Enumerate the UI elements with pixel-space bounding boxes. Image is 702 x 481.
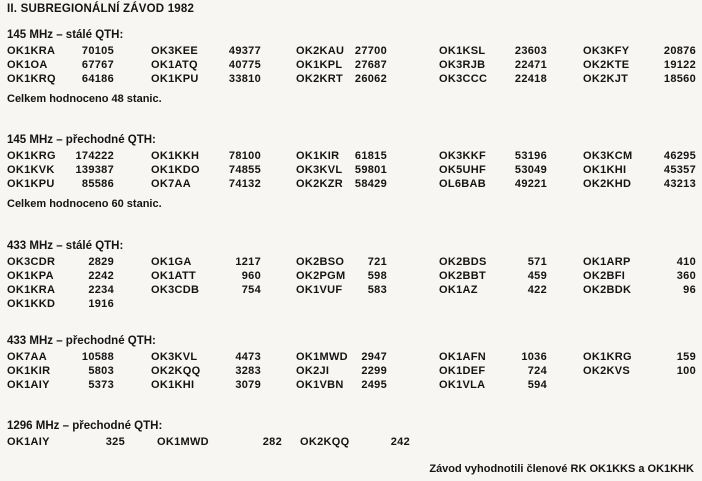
- station-callsign: OK2PGM: [296, 270, 346, 282]
- station-score: 18560: [663, 73, 696, 85]
- station-callsign: OK1DEF: [439, 365, 486, 377]
- station-score: 23603: [514, 45, 547, 57]
- station-score: 22418: [514, 73, 547, 85]
- footer-note: Závod vyhodnotili členové RK OK1KKS a OK1KHK: [429, 463, 694, 475]
- station-score: 74132: [228, 178, 261, 190]
- station-score: 5373: [88, 379, 114, 391]
- station-score: 139387: [75, 164, 114, 176]
- station-score: 360: [676, 270, 696, 282]
- station-score: 64186: [81, 73, 114, 85]
- results-grid: [7, 350, 699, 392]
- station-callsign: OK2KRT: [296, 73, 344, 85]
- station-callsign: OK2KHD: [583, 178, 632, 190]
- section-summary: Celkem hodnoceno 48 stanic.: [7, 93, 162, 105]
- station-callsign: OK1KKD: [7, 298, 56, 310]
- station-callsign: OK1KIR: [7, 365, 51, 377]
- station-score: 3283: [235, 365, 261, 377]
- station-callsign: OK2KVS: [583, 365, 631, 377]
- station-callsign: OK2KQQ: [151, 365, 201, 377]
- station-callsign: OK2BBT: [439, 270, 487, 282]
- station-callsign: OK1AFN: [439, 351, 487, 363]
- station-callsign: OK1AZ: [439, 284, 478, 296]
- page-title: II. SUBREGIONÁLNÍ ZÁVOD 1982: [7, 3, 195, 15]
- station-callsign: OK1AIY: [7, 436, 50, 448]
- results-grid: [7, 435, 699, 449]
- section-heading: 145 MHz – přechodné QTH:: [7, 134, 156, 146]
- station-score: 59801: [354, 164, 387, 176]
- station-callsign: OK2BDS: [439, 256, 487, 268]
- station-score: 70105: [81, 45, 114, 57]
- station-score: 53196: [514, 150, 547, 162]
- station-score: 53049: [514, 164, 547, 176]
- station-score: 594: [527, 379, 547, 391]
- results-grid: [7, 44, 699, 86]
- station-callsign: OK1KIR: [296, 150, 340, 162]
- station-score: 100: [676, 365, 696, 377]
- station-score: 58429: [354, 178, 387, 190]
- station-score: 10588: [81, 351, 114, 363]
- station-callsign: OK3KVL: [151, 351, 198, 363]
- station-callsign: OK3KKF: [439, 150, 487, 162]
- station-score: 1036: [521, 351, 547, 363]
- station-score: 3079: [235, 379, 261, 391]
- station-callsign: OK1MWD: [296, 351, 348, 363]
- station-score: 571: [527, 256, 547, 268]
- station-score: 282: [262, 436, 282, 448]
- station-score: 5803: [88, 365, 114, 377]
- station-score: 40775: [228, 59, 261, 71]
- station-callsign: OK1KSL: [439, 45, 486, 57]
- results-grid: [7, 149, 699, 191]
- section-2: [7, 237, 699, 311]
- station-callsign: OK1KKH: [151, 150, 200, 162]
- station-score: 583: [367, 284, 387, 296]
- station-score: 49221: [514, 178, 547, 190]
- station-score: 74855: [228, 164, 261, 176]
- section-4: [7, 417, 699, 449]
- station-callsign: OK1KHI: [151, 379, 195, 391]
- station-score: 96: [683, 284, 696, 296]
- station-callsign: OK1KVK: [7, 164, 55, 176]
- station-score: 22471: [514, 59, 547, 71]
- station-score: 960: [241, 270, 261, 282]
- results-grid: [7, 255, 699, 311]
- station-callsign: OK2JI: [296, 365, 330, 377]
- station-callsign: OK1KRA: [7, 45, 56, 57]
- station-callsign: OK2KZR: [296, 178, 344, 190]
- station-score: 78100: [228, 150, 261, 162]
- station-callsign: OK1KRG: [583, 351, 632, 363]
- station-callsign: OK5UHF: [439, 164, 487, 176]
- station-score: 159: [676, 351, 696, 363]
- station-score: 242: [390, 436, 410, 448]
- station-callsign: OK1KRQ: [7, 73, 56, 85]
- station-callsign: OL6BAB: [439, 178, 487, 190]
- station-callsign: OK1ATT: [151, 270, 196, 282]
- station-score: 46295: [663, 150, 696, 162]
- station-callsign: OK3RJB: [439, 59, 486, 71]
- station-score: 1217: [235, 256, 261, 268]
- station-score: 61815: [354, 150, 387, 162]
- station-score: 49377: [228, 45, 261, 57]
- station-callsign: OK3KVL: [296, 164, 343, 176]
- station-callsign: OK1AIY: [7, 379, 50, 391]
- station-callsign: OK1KHI: [583, 164, 627, 176]
- section-1: [7, 131, 699, 211]
- station-callsign: OK1GA: [151, 256, 192, 268]
- section-3: [7, 332, 699, 392]
- station-callsign: OK2BDK: [583, 284, 632, 296]
- station-score: 2947: [361, 351, 387, 363]
- station-score: 459: [527, 270, 547, 282]
- station-callsign: OK3CDB: [151, 284, 200, 296]
- station-score: 33810: [228, 73, 261, 85]
- station-callsign: OK1KRA: [7, 284, 56, 296]
- station-score: 2299: [361, 365, 387, 377]
- station-score: 1916: [88, 298, 114, 310]
- station-callsign: OK1VBN: [296, 379, 344, 391]
- station-score: 598: [367, 270, 387, 282]
- station-score: 19122: [663, 59, 696, 71]
- station-score: 26062: [354, 73, 387, 85]
- station-score: 2829: [88, 256, 114, 268]
- station-callsign: OK2KAU: [296, 45, 345, 57]
- section-heading: 433 MHz – přechodné QTH:: [7, 335, 156, 347]
- station-callsign: OK1ATQ: [151, 59, 198, 71]
- station-callsign: OK3KFY: [583, 45, 630, 57]
- station-callsign: OK1KPA: [7, 270, 54, 282]
- station-callsign: OK1ARP: [583, 256, 631, 268]
- station-callsign: OK2KQQ: [300, 436, 350, 448]
- station-callsign: OK3CDR: [7, 256, 56, 268]
- section-heading: 433 MHz – stálé QTH:: [7, 240, 124, 252]
- station-score: 325: [105, 436, 125, 448]
- station-score: 410: [676, 256, 696, 268]
- station-score: 2495: [361, 379, 387, 391]
- station-score: 27700: [354, 45, 387, 57]
- station-callsign: OK7AA: [7, 351, 48, 363]
- station-callsign: OK3KEE: [151, 45, 199, 57]
- section-summary: Celkem hodnoceno 60 stanic.: [7, 198, 162, 210]
- station-score: 4473: [235, 351, 261, 363]
- station-callsign: OK2KJT: [583, 73, 629, 85]
- station-score: 43213: [663, 178, 696, 190]
- station-callsign: OK2BFI: [583, 270, 626, 282]
- station-score: 45357: [663, 164, 696, 176]
- station-score: 85586: [81, 178, 114, 190]
- station-callsign: OK1KPU: [151, 73, 199, 85]
- station-score: 422: [527, 284, 547, 296]
- station-score: 20876: [663, 45, 696, 57]
- section-heading: 145 MHz – stálé QTH:: [7, 29, 124, 41]
- station-callsign: OK3KCM: [583, 150, 633, 162]
- station-callsign: OK2KTE: [583, 59, 630, 71]
- station-score: 27687: [354, 59, 387, 71]
- station-score: 67767: [81, 59, 114, 71]
- station-callsign: OK1VUF: [296, 284, 343, 296]
- station-callsign: OK1VLA: [439, 379, 486, 391]
- section-heading: 1296 MHz – přechodné QTH:: [7, 420, 163, 432]
- station-callsign: OK3CCC: [439, 73, 488, 85]
- station-callsign: OK1MWD: [157, 436, 209, 448]
- station-score: 754: [241, 284, 261, 296]
- station-callsign: OK1KPU: [7, 178, 55, 190]
- station-score: 724: [527, 365, 547, 377]
- station-callsign: OK1KDO: [151, 164, 200, 176]
- station-score: 174222: [75, 150, 114, 162]
- station-callsign: OK1OA: [7, 59, 48, 71]
- station-callsign: OK7AA: [151, 178, 192, 190]
- station-score: 2234: [88, 284, 114, 296]
- station-callsign: OK2BSO: [296, 256, 345, 268]
- section-0: [7, 26, 699, 106]
- station-score: 721: [367, 256, 387, 268]
- station-score: 2242: [88, 270, 114, 282]
- station-callsign: OK1KPL: [296, 59, 343, 71]
- station-callsign: OK1KRG: [7, 150, 56, 162]
